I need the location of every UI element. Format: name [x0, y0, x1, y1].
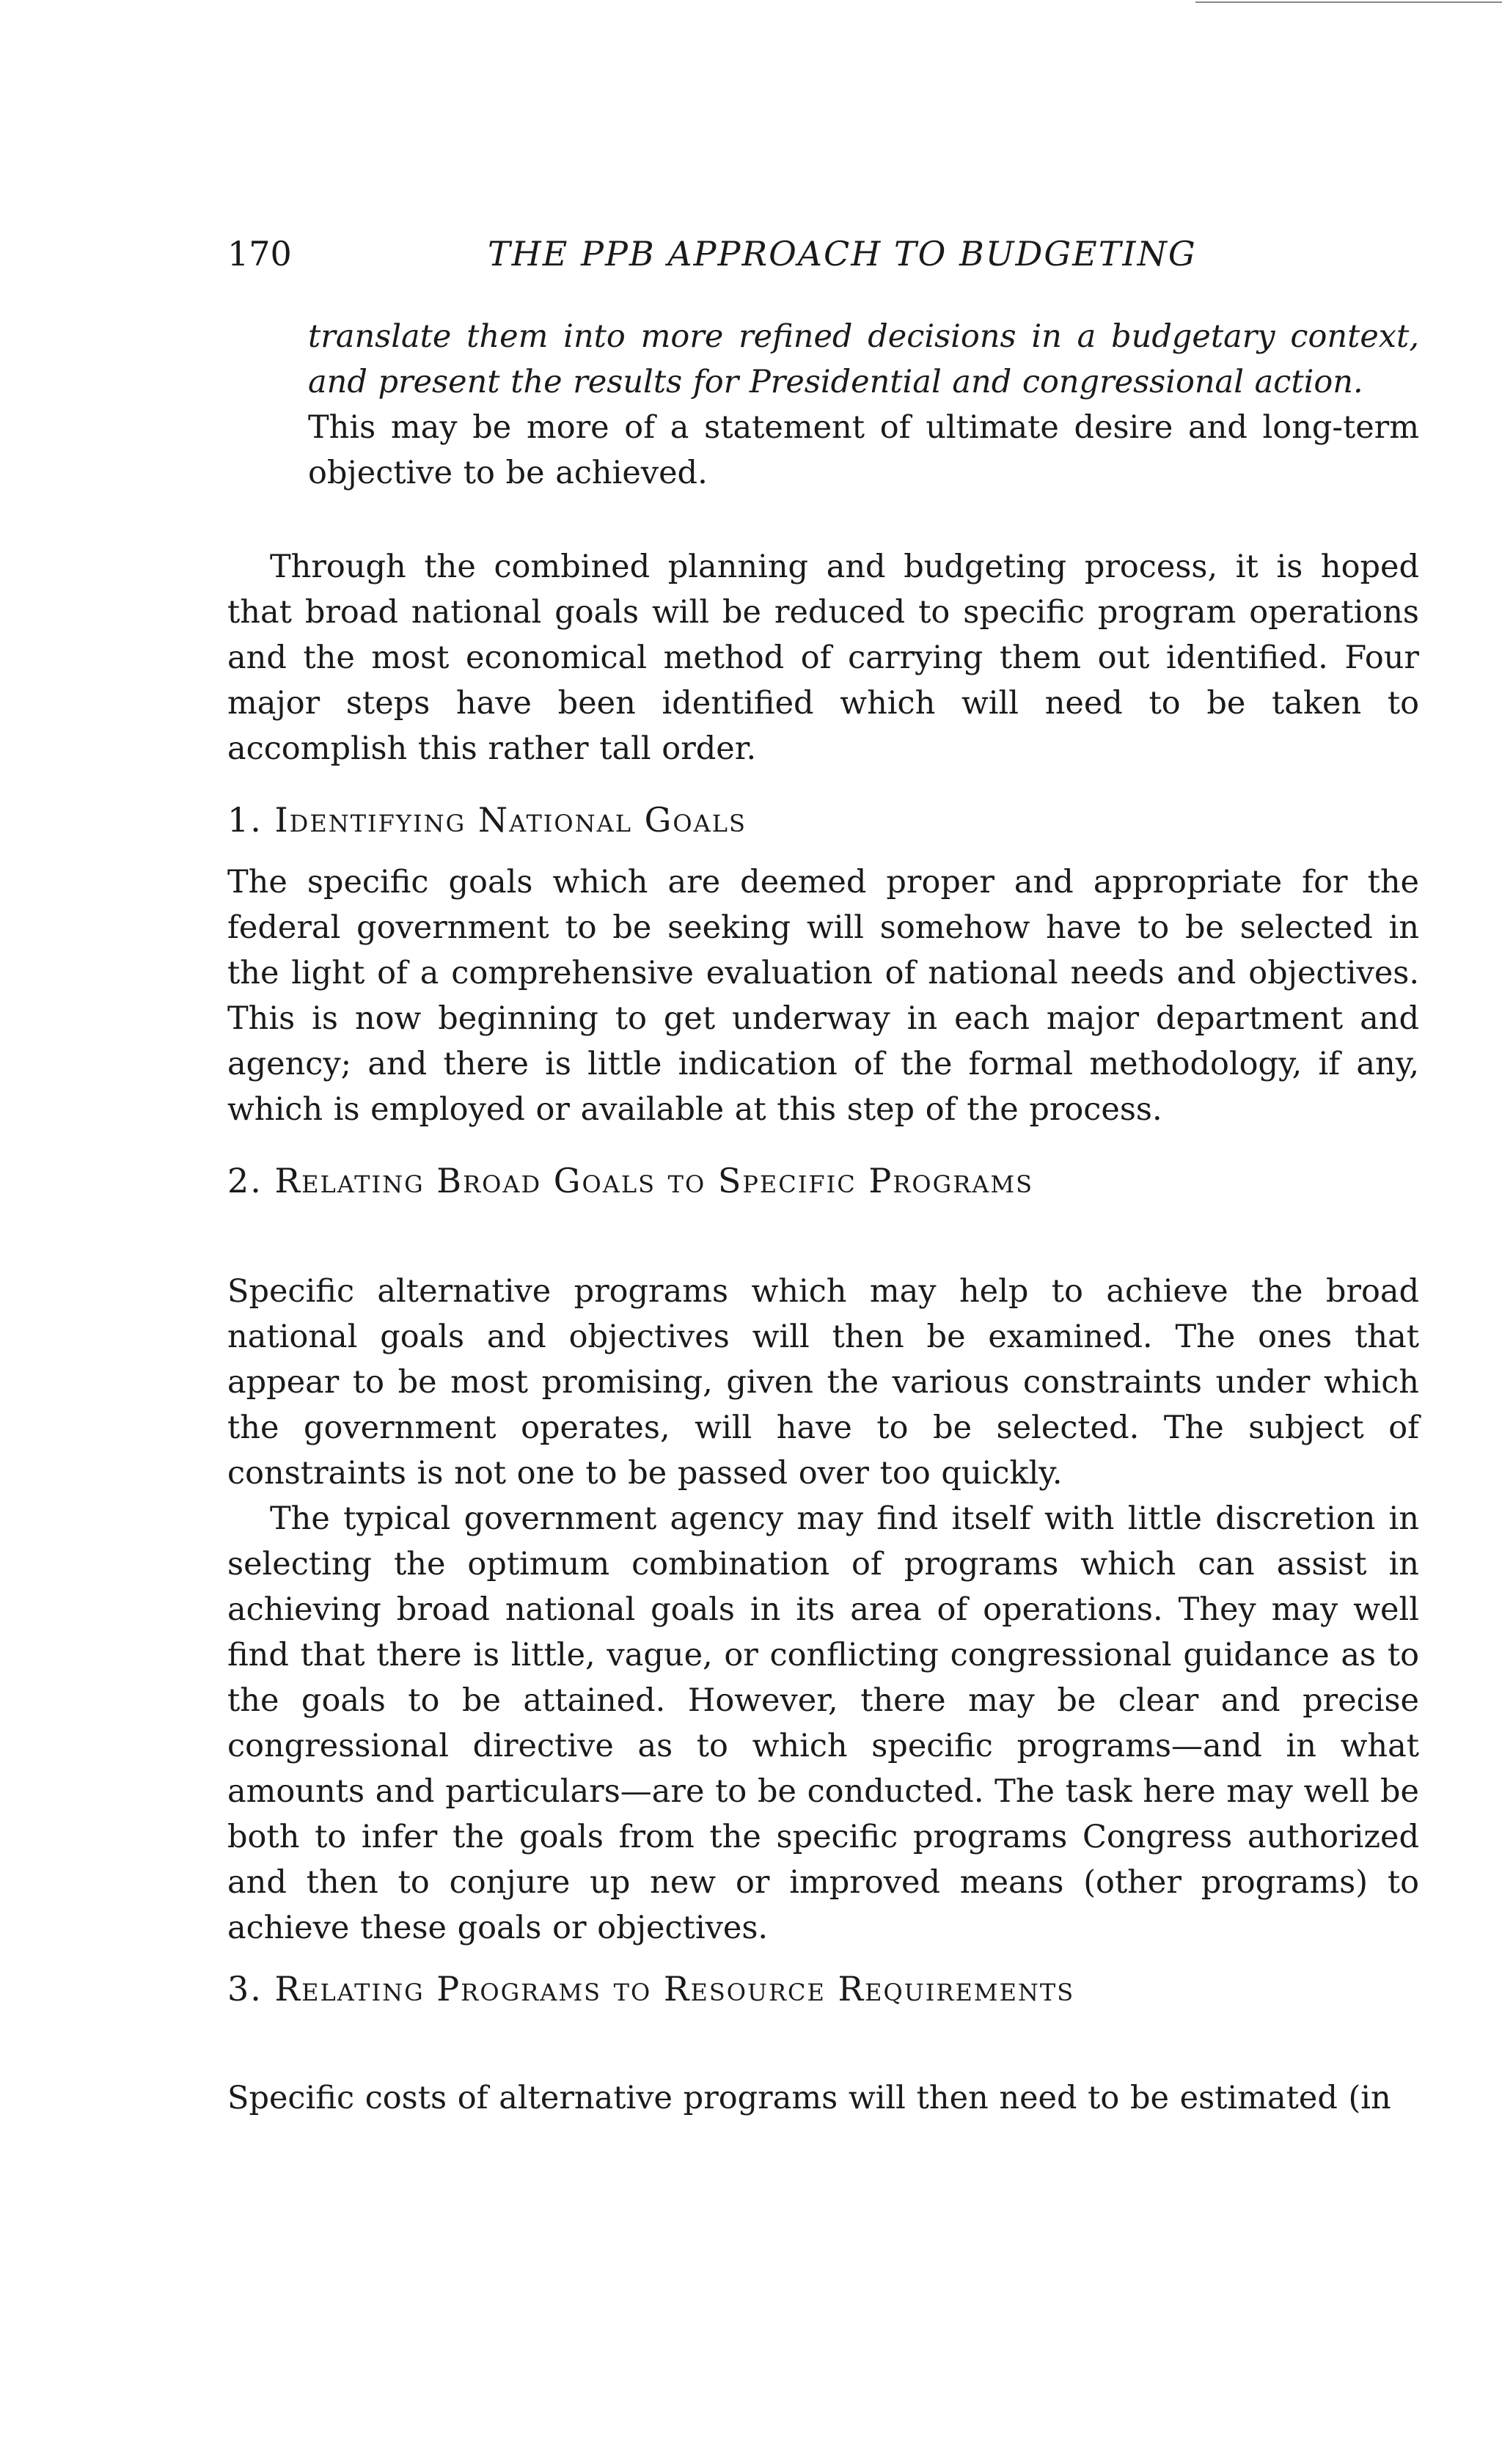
page-number: 170 — [227, 234, 292, 274]
quote-italic-text: translate them into more refined decisions in a budgetary context, and present the results for Presidential and congressional action. — [308, 318, 1419, 400]
section-1-paragraph: The specific goals which are deemed proper and appropriate for the federal government to be seeking will somehow have to be selected in the light of a comprehensive evaluation of national needs and objectives. This is now beginning to get underway in each major department and agency; and there is little indication of the formal methodology, if any, which is employed or available at this step of the process. — [227, 864, 1419, 1128]
section-heading-2: 2. Relating Broad Goals to Specific Programs — [227, 1161, 1034, 1200]
section-2-paragraph-2: The typical government agency may find itself with little discretion in selecting the optimum combination of programs which can assist in achieving broad national goals in its area of operations. They may well find that there is little, vague, or conflicting congressional guidance as to the goals to be attained. However, there may be clear and precise congressional directive as to which specific programs—and in what amounts and particulars—are to be conducted. The task here may well be both to infer the goals from the specific programs Congress authorized and then to conjure up new or improved means (other programs) to achieve these goals or objectives. — [227, 1500, 1419, 1946]
section-heading-1: 1. Identifying National Goals — [227, 800, 747, 840]
section-2-paragraph-1: Specific alternative programs which may help to achieve the broad national goals and objectives will then be examined. The ones that appear to be most promising, given the various constraints under which the government operates, will have to be selected. The subject of constraints is not one to be passed over too quickly. — [227, 1273, 1419, 1492]
running-head: THE PPB APPROACH TO BUDGETING — [488, 234, 1197, 274]
section-heading-3: 3. Relating Programs to Resource Requirements — [227, 1969, 1075, 2009]
scan-edge-rule — [1195, 1, 1502, 3]
section-3-paragraph: Specific costs of alternative programs will then need to be estimated (in — [227, 2080, 1391, 2116]
intro-paragraph: Through the combined planning and budgeting process, it is hoped that broad national goals will be reduced to specific program operations and the most economical method of carrying them out identified. Four major steps have been identified which will need to be taken to accomplish this rather tall order. — [227, 549, 1419, 767]
quote-continuation: This may be more of a statement of ultimate desire and long-term objective to be achieved. — [308, 409, 1419, 491]
